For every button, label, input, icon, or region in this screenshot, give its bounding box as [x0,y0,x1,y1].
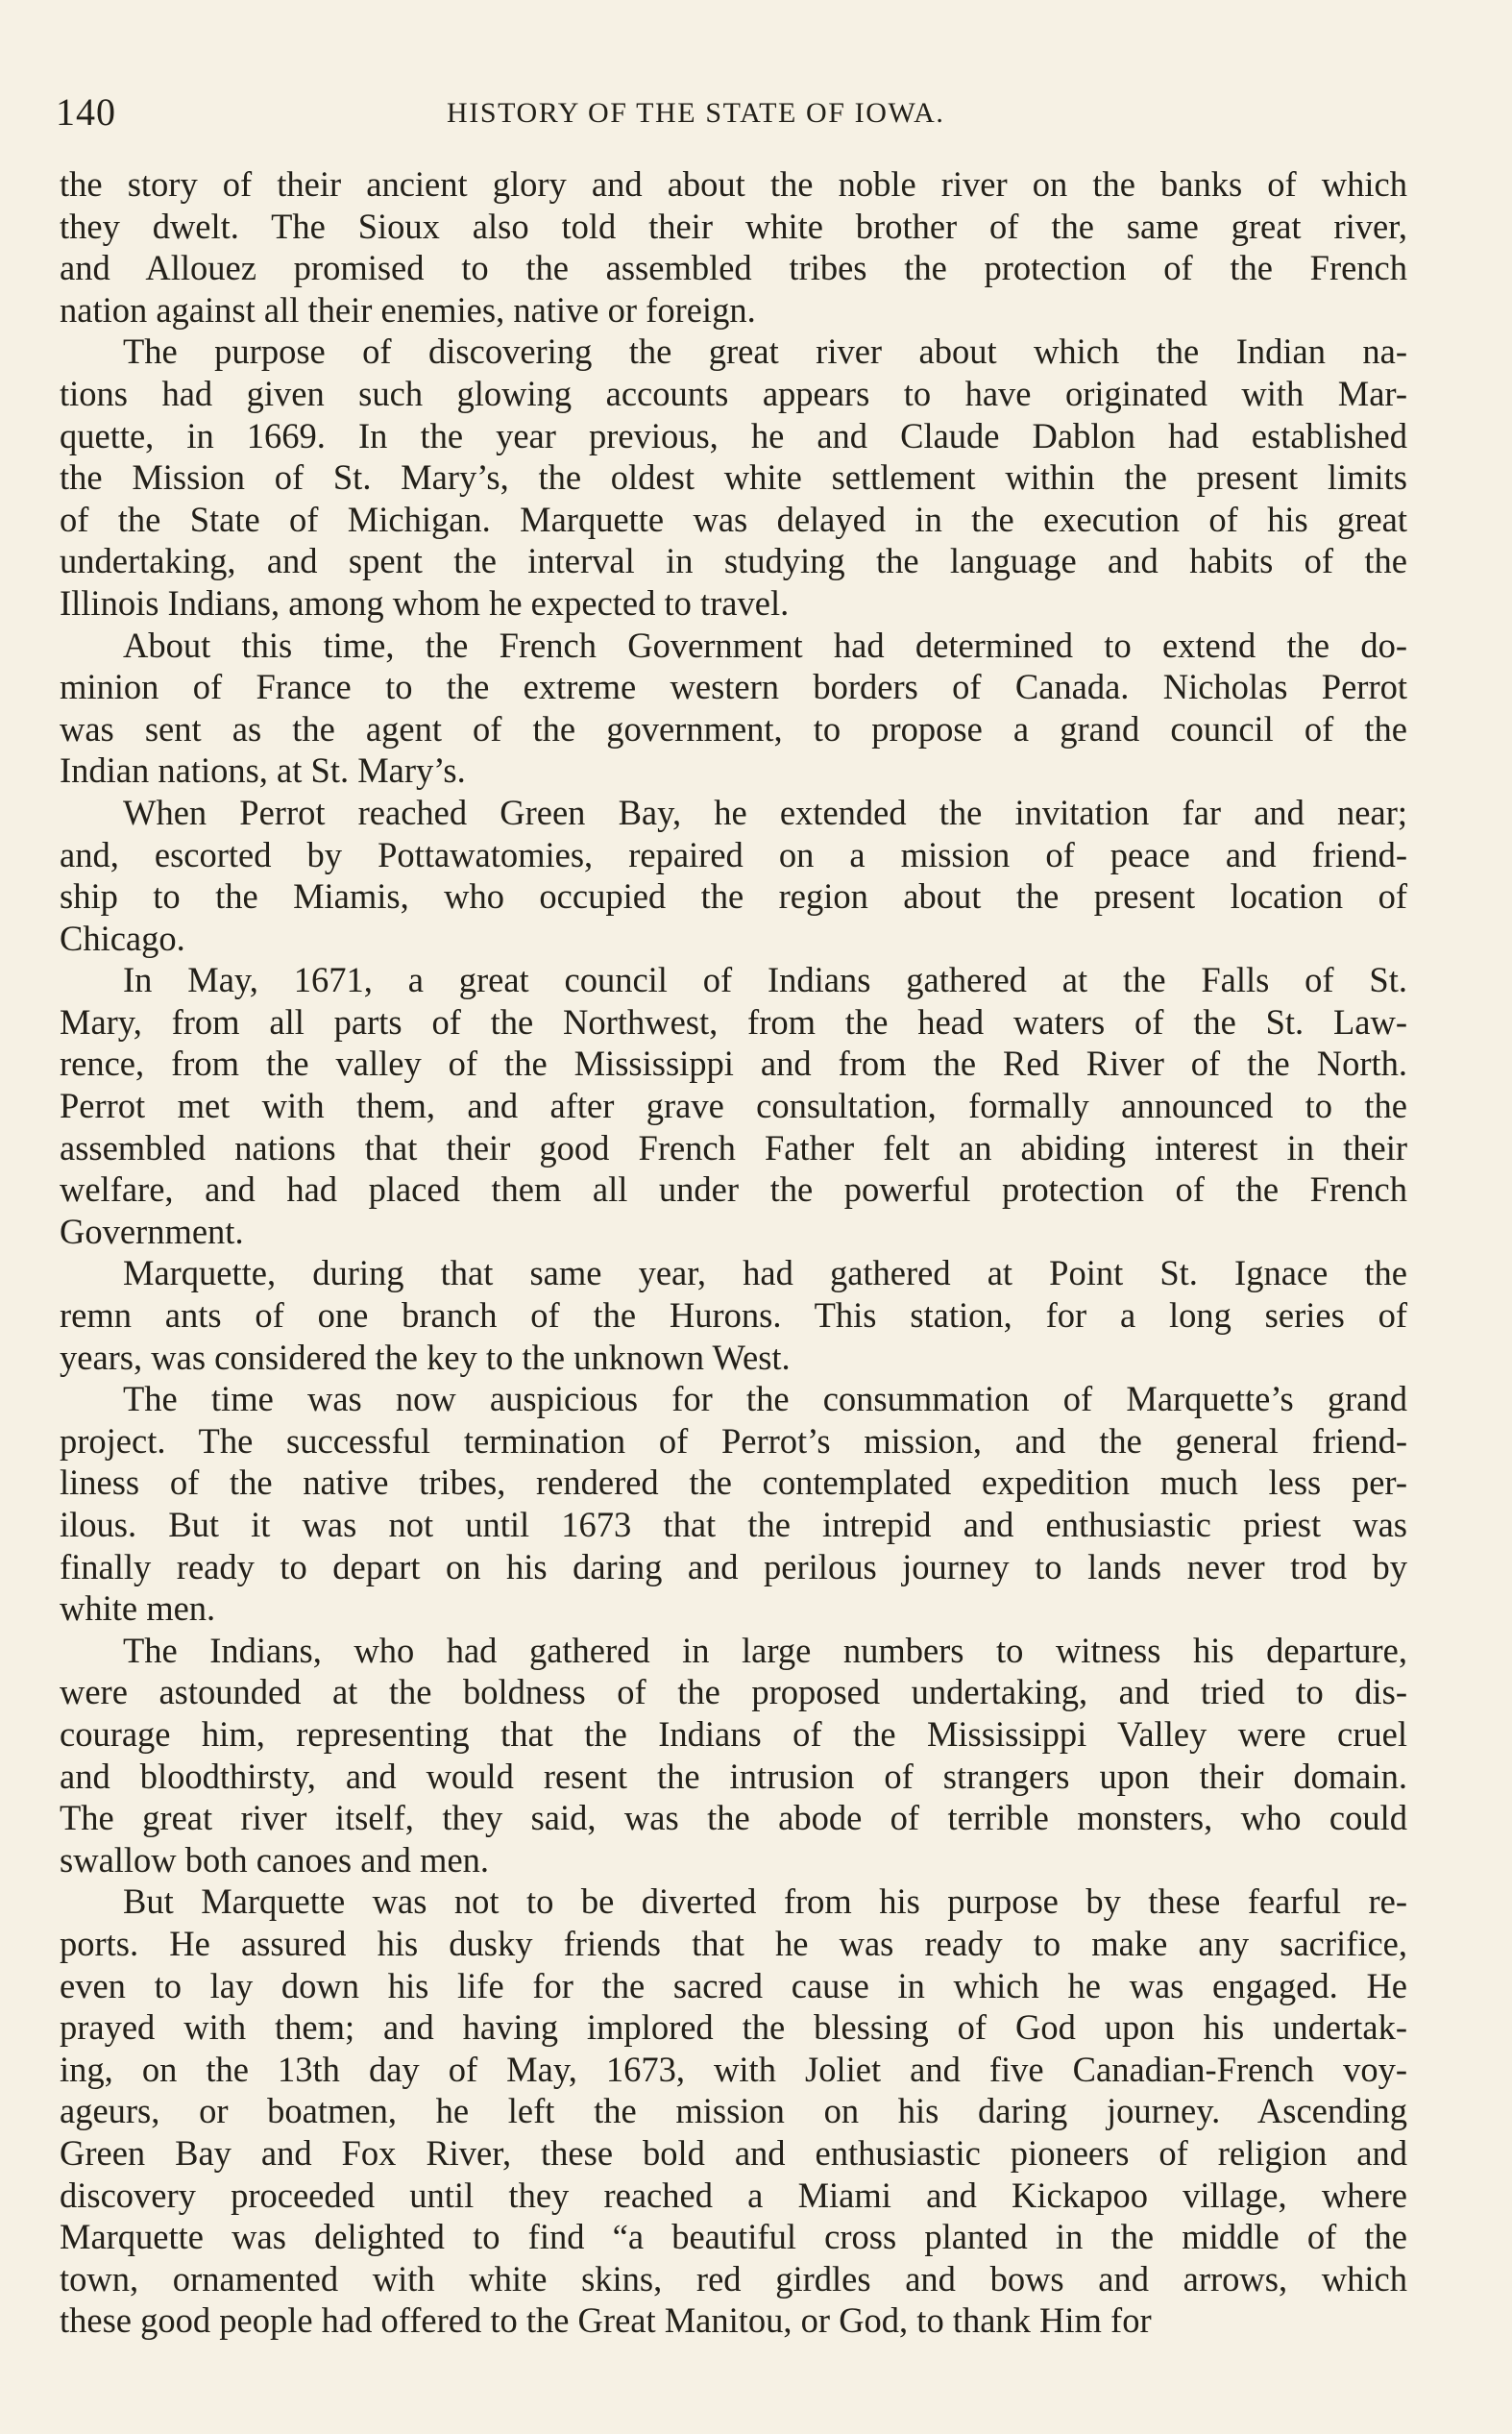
text-line: Perrot met with them, and after grave consultation, formally announced to the [60,1086,1407,1126]
text-line: swallow both canoes and men. [60,1839,490,1880]
text-line: Illinois Indians, among whom he expected to travel. [60,582,790,623]
text-line: discovery proceeded until they reached a Miami and Kickapoo village, where [60,2175,1407,2215]
text-line: Government. [60,1211,244,1251]
text-line: even to lay down his life for the sacred cause in which he was engaged. He [60,1965,1407,2005]
paragraph [60,1881,1407,2342]
text-line: ing, on the 13th day of May, 1673, with Joliet and five Canadian-French voy- [60,2049,1407,2089]
text-line: the story of their ancient glory and about the noble river on the banks of which [60,164,1407,204]
text-line: ageurs, or boatmen, he left the mission on his daring journey. Ascending [60,2091,1407,2131]
text-line: assembled nations that their good French Father felt an abiding interest in their [60,1127,1407,1168]
paragraph [60,1378,1407,1630]
text-line: the Mission of St. Mary’s, the oldest white settlement within the present limits [60,457,1407,498]
text-line: tions had given such glowing accounts appears to have originated with Mar- [60,373,1407,413]
text-line: Marquette was delighted to find “a beautiful cross planted in the middle of the [60,2217,1407,2257]
text-line: white men. [60,1588,216,1629]
text-line: minion of France to the extreme western borders of Canada. Nicholas Perrot [60,667,1407,707]
text-line: nation against all their enemies, native or foreign. [60,289,756,330]
text-line: of the State of Michigan. Marquette was delayed in the execution of his great [60,499,1407,539]
text-line: The purpose of discovering the great river about which the Indian na- [123,332,1407,372]
text-line: ports. He assured his dusky friends that he was ready to make any sacrifice, [60,1923,1407,1963]
paragraph [60,1630,1407,1881]
text-line: Chicago. [60,918,185,958]
text-line: rence, from the valley of the Mississippi and from the Red River of the North. [60,1044,1407,1084]
paragraph [60,1252,1407,1378]
text-line: ilous. But it was not until 1673 that the intrepid and enthusiastic priest was [60,1505,1407,1544]
text-line: About this time, the French Government had determined to extend the do- [123,625,1407,665]
paragraph [60,331,1407,624]
text-line: ship to the Miamis, who occupied the region about the present location of [60,876,1407,917]
text-line: finally ready to depart on his daring and perilous journey to lands never trod by [60,1546,1407,1586]
text-line: years, was considered the key to the unknown West. [60,1337,791,1377]
text-line: But Marquette was not to be diverted from his purpose by these fearful re- [123,1881,1407,1922]
text-line: town, ornamented with white skins, red girdles and bows and arrows, which [60,2258,1407,2299]
page-number: 140 [56,90,116,134]
paragraph [60,163,1407,331]
text-line: The Indians, who had gathered in large numbers to witness his departure, [123,1630,1407,1670]
text-line: these good people had offered to the Great Manitou, or God, to thank Him for [60,2300,1152,2341]
text-line: courage him, representing that the Indians of the Mississippi Valley were cruel [60,1713,1407,1754]
text-line: remn ants of one branch of the Hurons. This station, for a long series of [60,1295,1407,1336]
text-line: quette, in 1669. In the year previous, he and Claude Dablon had established [60,415,1407,455]
text-line: was sent as the agent of the government, to propose a grand council of the [60,708,1407,749]
text-line: Indian nations, at St. Mary’s. [60,750,466,791]
text-line: and Allouez promised to the assembled tribes the protection of the French [60,248,1407,288]
text-line: liness of the native tribes, rendered the contemplated expedition much less per- [60,1463,1407,1503]
running-title: HISTORY OF THE STATE OF IOWA. [447,97,945,129]
paragraph [60,959,1407,1252]
text-line: The time was now auspicious for the consummation of Marquette’s grand [123,1379,1407,1419]
text-line: undertaking, and spent the interval in studying the language and habits of the [60,541,1407,581]
text-line: welfare, and had placed them all under the powerful protection of the French [60,1169,1407,1210]
text-line: project. The successful termination of Perrot’s mission, and the general friend- [60,1420,1407,1461]
text-line: The great river itself, they said, was the abode of terrible monsters, who could [60,1798,1407,1838]
text-line: were astounded at the boldness of the proposed undertaking, and tried to dis- [60,1672,1407,1712]
text-line: Green Bay and Fox River, these bold and enthusiastic pioneers of religion and [60,2132,1407,2173]
paragraph [60,625,1407,792]
running-head [56,88,1406,136]
text-line: In May, 1671, a great council of Indians gathered at the Falls of St. [123,960,1407,1000]
text-line: Mary, from all parts of the Northwest, from the head waters of the St. Law- [60,1001,1407,1042]
text-line: When Perrot reached Green Bay, he extended the invitation far and near; [123,792,1407,832]
text-line: prayed with them; and having implored the blessing of God upon his undertak- [60,2007,1407,2048]
text-line: they dwelt. The Sioux also told their white brother of the same great river, [60,206,1407,246]
body-text [60,163,1407,2342]
text-line: and bloodthirsty, and would resent the intrusion of strangers upon their domain. [60,1756,1407,1796]
text-line: Marquette, during that same year, had gathered at Point St. Ignace the [123,1253,1407,1293]
text-line: and, escorted by Pottawatomies, repaired on a mission of peace and friend- [60,834,1407,874]
paragraph [60,792,1407,959]
